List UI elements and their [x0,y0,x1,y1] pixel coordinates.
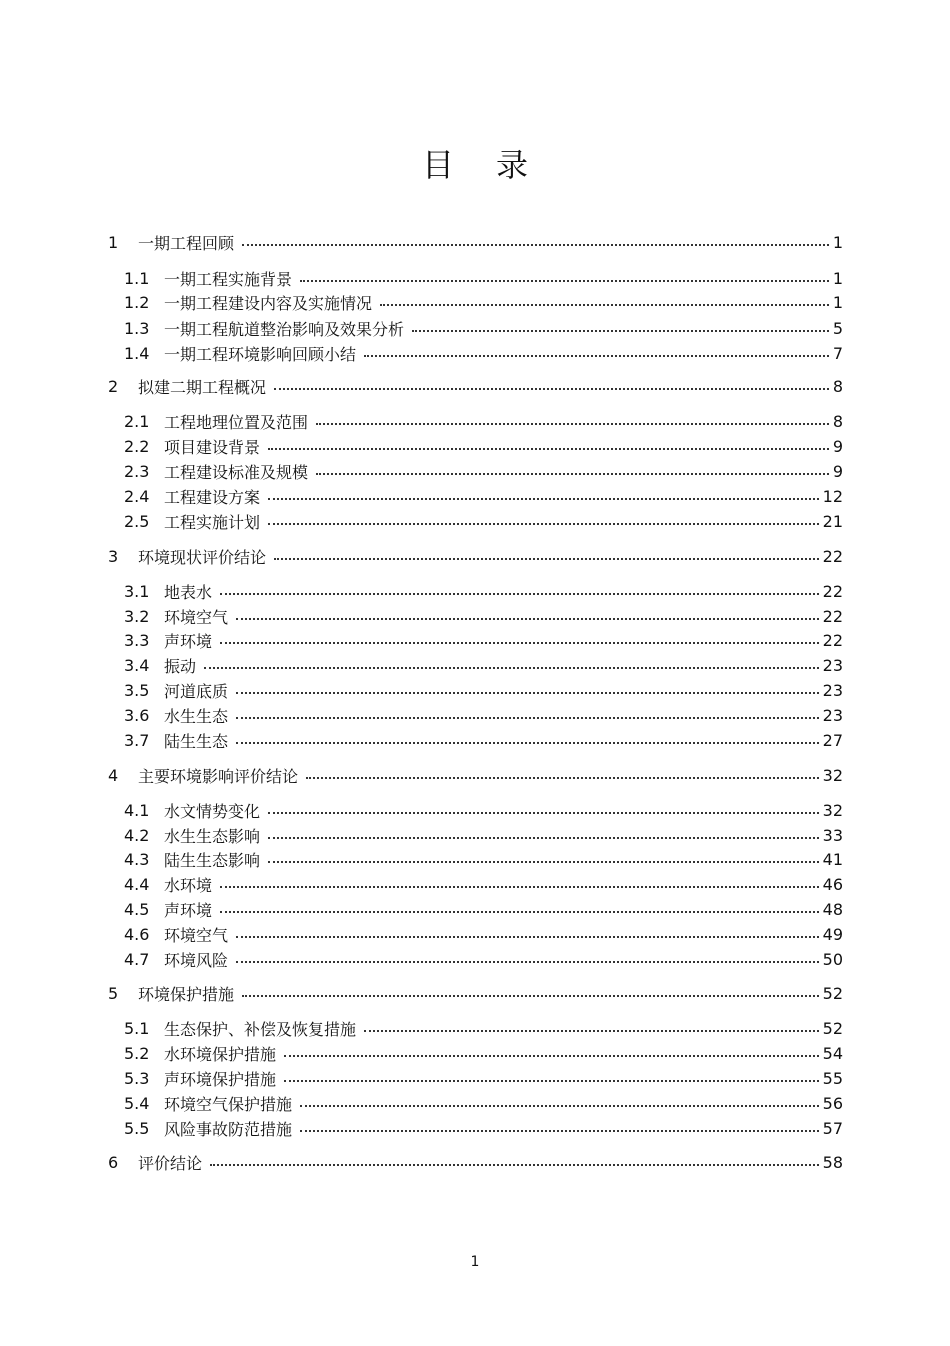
toc-entry[interactable] [124,948,843,970]
toc-entry-label: 主要环境影响评价结论 [138,766,299,786]
toc-entry-number: 1 [108,232,119,252]
toc-entry-page: 49 [822,924,843,944]
toc-entry-number: 4.3 [124,849,150,869]
toc-entry-label: 一期工程实施背景 [164,269,293,289]
toc-leader-dots [268,835,819,839]
toc-entry-label: 环境风险 [164,950,229,970]
toc-entry-number: 3.3 [124,630,150,650]
toc-entry[interactable] [124,1017,843,1039]
toc-entry[interactable] [124,654,843,676]
toc-entry[interactable] [124,824,843,846]
toc-entry-label: 一期工程航道整治影响及效果分析 [164,319,405,339]
toc-entry-page: 22 [822,606,843,626]
toc-entry-number: 4.7 [124,949,150,969]
toc-entry-label: 环境空气 [164,607,229,627]
toc-entry[interactable] [124,898,843,920]
toc-entry-number: 5.4 [124,1093,150,1113]
toc-entry-number: 4.5 [124,899,150,919]
toc-entry-page: 23 [822,655,843,675]
toc-entry-label: 振动 [164,656,197,676]
toc-entry-page: 50 [822,949,843,969]
toc-entry-page: 22 [822,630,843,650]
toc-entry-label: 环境现状评价结论 [138,547,267,567]
toc-entry-label: 工程建设标准及规模 [164,462,309,482]
toc-entry[interactable] [124,1117,843,1139]
toc-entry[interactable] [124,580,843,602]
toc-entry-page: 23 [822,705,843,725]
toc-entry-label: 项目建设背景 [164,437,261,457]
toc-leader-dots [268,446,829,450]
toc-entry[interactable] [124,317,843,339]
toc-entry-page: 22 [822,581,843,601]
toc-leader-dots [284,1078,819,1082]
toc-entry-number: 3 [108,546,119,566]
toc-entry-label: 水生生态影响 [164,826,261,846]
toc-entry[interactable] [124,704,843,726]
toc-leader-dots [364,1028,819,1032]
toc-entry-page: 1 [832,232,843,252]
toc-entry-number: 5.2 [124,1043,150,1063]
toc-leader-dots [316,421,829,425]
toc-entry-label: 声环境 [164,631,213,651]
toc-entry[interactable] [124,629,843,651]
toc-entry-number: 2.3 [124,461,150,481]
toc-entry-page: 48 [822,899,843,919]
title-char-2: 录 [496,146,529,184]
toc-entry-page: 32 [822,765,843,785]
toc-entry-page: 52 [822,983,843,1003]
toc-entry[interactable] [124,460,843,482]
toc-entry-number: 3.2 [124,606,150,626]
toc-entry-label: 声环境保护措施 [164,1069,277,1089]
toc-entry-number: 3.5 [124,680,150,700]
toc-entry-label: 工程地理位置及范围 [164,412,309,432]
toc-leader-dots [412,328,829,332]
toc-entry-page: 41 [822,849,843,869]
toc-entry-number: 3.4 [124,655,150,675]
page-number: 1 [470,1254,480,1270]
toc-entry-label: 一期工程环境影响回顾小结 [164,344,357,364]
toc-leader-dots [268,496,819,500]
toc-entry-number: 2.1 [124,411,150,431]
toc-entry[interactable] [108,231,843,253]
toc-entry[interactable] [124,342,843,364]
toc-entry[interactable] [124,1067,843,1089]
toc-entry-number: 5.1 [124,1018,150,1038]
toc-entry-page: 57 [822,1118,843,1138]
toc-entry-number: 6 [108,1152,119,1172]
toc-entry[interactable] [124,291,843,313]
toc-entry-page: 54 [822,1043,843,1063]
toc-entry-number: 5.5 [124,1118,150,1138]
toc-entry-page: 33 [822,825,843,845]
toc-leader-dots [210,1162,819,1166]
toc-entry-label: 工程实施计划 [164,512,261,532]
toc-entry-label: 环境空气 [164,925,229,945]
toc-entry[interactable] [108,982,843,1004]
toc-leader-dots [220,909,819,913]
toc-leader-dots [220,591,819,595]
toc-entry-page: 52 [822,1018,843,1038]
toc-entry-page: 12 [822,486,843,506]
toc-entry-number: 4.1 [124,800,150,820]
toc-entry-page: 55 [822,1068,843,1088]
toc-entry-label: 声环境 [164,900,213,920]
toc-entry-label: 环境空气保护措施 [164,1094,293,1114]
toc-entry[interactable] [108,375,843,397]
toc-entry-label: 河道底质 [164,681,229,701]
toc-leader-dots [300,278,829,282]
toc-entry-number: 1.1 [124,268,150,288]
toc-leader-dots [236,959,819,963]
toc-entry-number: 2.5 [124,511,150,531]
toc-leader-dots [364,353,829,357]
toc-leader-dots [236,616,819,620]
toc-entry[interactable] [124,679,843,701]
toc-entry[interactable] [124,799,843,821]
toc-entry-label: 一期工程回顾 [138,233,235,253]
toc-leader-dots [316,471,829,475]
toc-leader-dots [284,1053,819,1057]
toc-entry[interactable] [124,485,843,507]
toc-entry[interactable] [124,510,843,532]
toc-entry-page: 32 [822,800,843,820]
toc-entry[interactable] [124,848,843,870]
toc-leader-dots [268,521,819,525]
toc-entry-number: 4.6 [124,924,150,944]
toc-leader-dots [220,884,819,888]
toc-entry-number: 1.3 [124,318,150,338]
toc-entry-page: 8 [832,411,843,431]
toc-entry-number: 5 [108,983,119,1003]
toc-entry-number: 4.2 [124,825,150,845]
toc-entry[interactable] [108,1151,843,1173]
toc-entry-label: 工程建设方案 [164,487,261,507]
toc-entry-label: 水生生态 [164,706,229,726]
toc-leader-dots [220,640,819,644]
toc-entry-number: 3.7 [124,730,150,750]
toc-entry-page: 8 [832,376,843,396]
toc-leader-dots [380,302,829,306]
toc-leader-dots [236,740,819,744]
toc-entry[interactable] [124,605,843,627]
toc-entry[interactable] [124,923,843,945]
toc-leader-dots [204,665,819,669]
toc-entry-number: 4 [108,765,119,785]
toc-entry[interactable] [124,267,843,289]
toc-entry[interactable] [124,435,843,457]
toc-entry-number: 4.4 [124,874,150,894]
toc-leader-dots [268,859,819,863]
page-title [0,140,950,186]
toc-entry-label: 环境保护措施 [138,984,235,1004]
toc-entry-page: 5 [832,318,843,338]
toc-leader-dots [268,810,819,814]
toc-entry-page: 58 [822,1152,843,1172]
toc-entry-page: 46 [822,874,843,894]
toc-entry-number: 5.3 [124,1068,150,1088]
toc-entry-number: 1.4 [124,343,150,363]
toc-leader-dots [242,242,829,246]
toc-entry-page: 9 [832,436,843,456]
toc-entry-page: 56 [822,1093,843,1113]
toc-entry-number: 2.2 [124,436,150,456]
toc-entry-page: 21 [822,511,843,531]
toc-leader-dots [274,386,829,390]
toc-entry-page: 7 [832,343,843,363]
toc-entry-page: 1 [832,268,843,288]
toc-entry-page: 22 [822,546,843,566]
toc-entry-label: 水文情势变化 [164,801,261,821]
toc-entry-number: 2.4 [124,486,150,506]
toc-entry-page: 23 [822,680,843,700]
toc-leader-dots [300,1128,819,1132]
toc-entry[interactable] [124,873,843,895]
toc-leader-dots [236,715,819,719]
title-char-1: 目 [421,146,454,184]
toc-entry-label: 水环境保护措施 [164,1044,277,1064]
toc-entry-label: 生态保护、补偿及恢复措施 [164,1019,357,1039]
toc-entry-label: 地表水 [164,582,213,602]
toc-entry-number: 3.6 [124,705,150,725]
toc-entry-label: 风险事故防范措施 [164,1119,293,1139]
toc-leader-dots [274,556,819,560]
toc-leader-dots [300,1103,819,1107]
toc-entry-label: 拟建二期工程概况 [138,377,267,397]
toc-entry[interactable] [124,729,843,751]
toc-leader-dots [236,934,819,938]
toc-entry-page: 1 [832,292,843,312]
toc-leader-dots [236,690,819,694]
toc-entry-number: 3.1 [124,581,150,601]
toc-entry-label: 一期工程建设内容及实施情况 [164,293,373,313]
toc-leader-dots [306,775,819,779]
toc-entry-number: 1.2 [124,292,150,312]
toc-entry-label: 评价结论 [138,1153,203,1173]
toc-entry-page: 9 [832,461,843,481]
toc-leader-dots [242,993,819,997]
toc-entry-page: 27 [822,730,843,750]
toc-entry[interactable] [124,1042,843,1064]
toc-entry-label: 陆生生态影响 [164,850,261,870]
toc-entry-label: 陆生生态 [164,731,229,751]
toc-entry-number: 2 [108,376,119,396]
toc-entry[interactable] [124,410,843,432]
toc-entry[interactable] [108,764,843,786]
toc-entry-label: 水环境 [164,875,213,895]
toc-entry[interactable] [124,1092,843,1114]
toc-entry[interactable] [108,545,843,567]
